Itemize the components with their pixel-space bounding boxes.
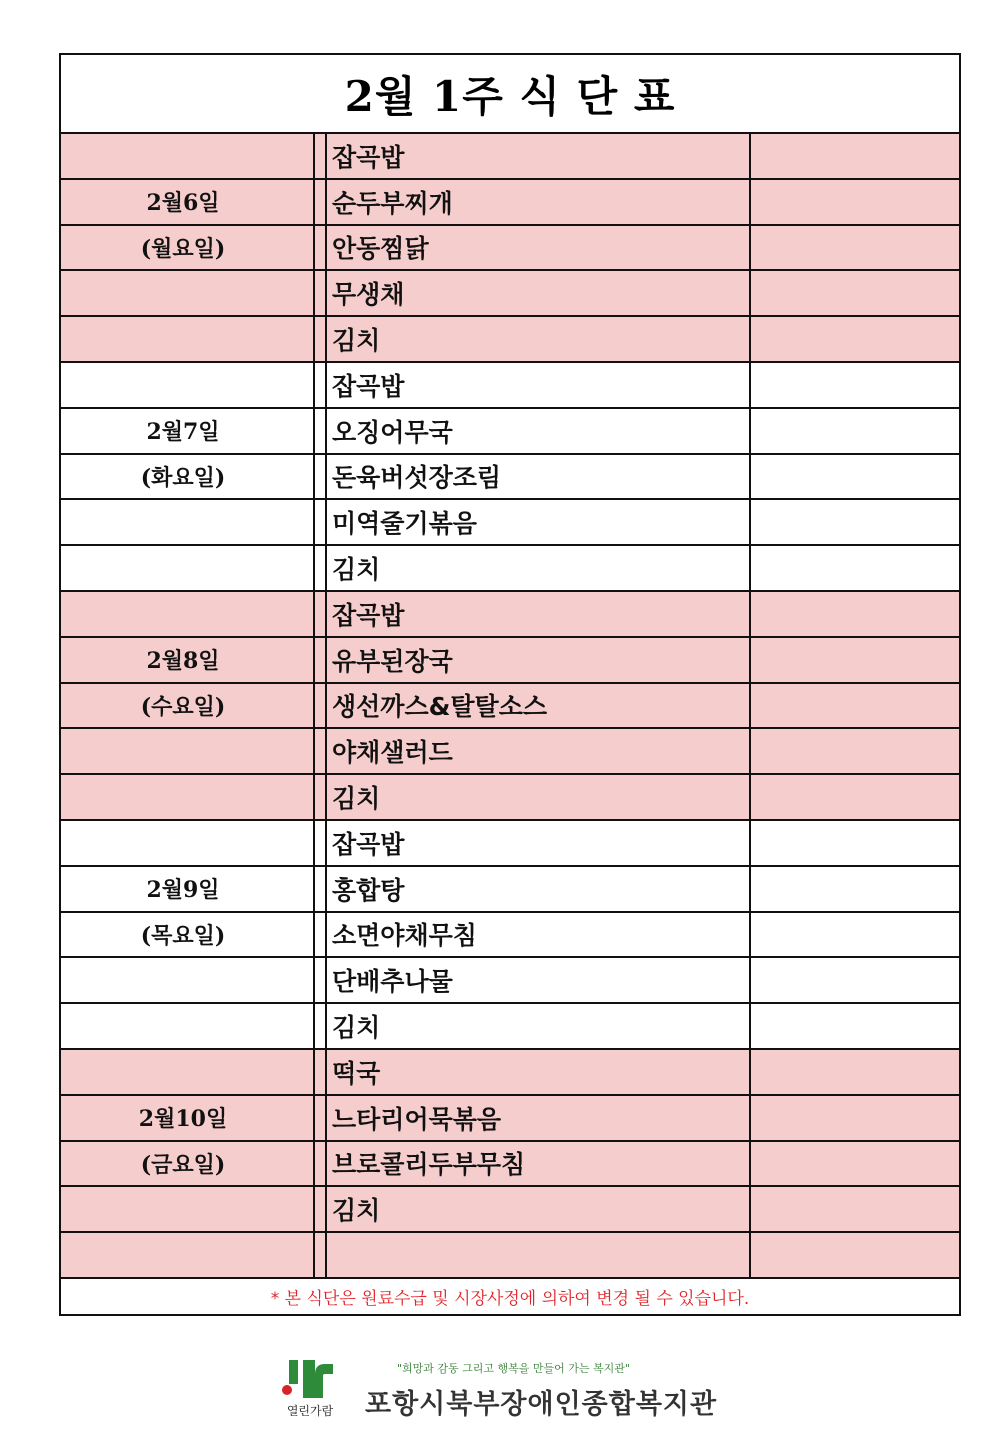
menu-row [61,638,959,684]
title-row [61,55,959,134]
divider-cell [315,1050,327,1094]
day-weekday: (수요일) [61,684,315,728]
divider-cell [315,638,327,682]
menu-row [61,1142,959,1188]
divider-cell [315,363,327,407]
date-cell [61,500,315,544]
menu-item: 잡곡밥 [327,134,751,178]
blank-cell [751,821,959,865]
menu-item: 잡곡밥 [327,363,751,407]
divider-cell [315,867,327,911]
divider-cell [315,684,327,728]
menu-item: 안동찜닭 [327,226,751,270]
blank-cell [751,134,959,178]
menu-row [61,913,959,959]
divider-cell [315,271,327,315]
menu-item: 미역줄기볶음 [327,500,751,544]
menu-item: 생선까스&탈탈소스 [327,684,751,728]
divider-cell [315,1233,327,1277]
menu-item: 홍합탕 [327,867,751,911]
blank-cell [751,317,959,361]
blank-cell [751,455,959,499]
menu-item: 오징어무국 [327,409,751,453]
menu-rows [61,134,959,1279]
organization-name: 포항시북부장애인종합복지관 [365,1389,718,1420]
logo-arch [315,1364,333,1398]
date-cell [61,821,315,865]
menu-row [61,729,959,775]
menu-item: 야채샐러드 [327,729,751,773]
blank-cell [751,226,959,270]
menu-item: 김치 [327,546,751,590]
blank-cell [751,1142,959,1186]
menu-item: 느타리어묵볶음 [327,1096,751,1140]
menu-row [61,958,959,1004]
day-date: 2월9일 [61,867,315,911]
divider-cell [315,958,327,1002]
divider-cell [315,546,327,590]
menu-row [61,317,959,363]
menu-item: 유부된장국 [327,638,751,682]
menu-row [61,134,959,180]
logo-bar-middle [303,1360,315,1398]
logo-dot [282,1385,292,1395]
menu-item: 김치 [327,317,751,361]
blank-cell [751,1187,959,1231]
day-weekday: (화요일) [61,455,315,499]
menu-row [61,546,959,592]
menu-item: 돈육버섯장조림 [327,455,751,499]
logo-caption: 열린가람 [286,1404,334,1418]
date-cell [61,546,315,590]
divider-cell [315,409,327,453]
menu-item: 순두부찌개 [327,180,751,224]
day-weekday: (목요일) [61,913,315,957]
divider-cell [315,1142,327,1186]
divider-cell [315,821,327,865]
blank-cell [751,500,959,544]
date-cell [61,958,315,1002]
blank-cell [751,958,959,1002]
day-weekday: (월요일) [61,226,315,270]
divider-cell [315,775,327,819]
menu-row [61,592,959,638]
day-date: 2월6일 [61,180,315,224]
blank-cell [751,1233,959,1277]
date-cell [61,592,315,636]
date-cell [61,134,315,178]
day-date: 2월8일 [61,638,315,682]
blank-cell [751,867,959,911]
menu-row [61,821,959,867]
divider-cell [315,134,327,178]
menu-row [61,180,959,226]
menu-row [61,1233,959,1279]
divider-cell [315,180,327,224]
menu-row [61,1004,959,1050]
menu-row [61,867,959,913]
day-date: 2월7일 [61,409,315,453]
menu-row [61,409,959,455]
date-cell [61,1004,315,1048]
menu-item: 김치 [327,775,751,819]
blank-cell [751,1004,959,1048]
divider-cell [315,1096,327,1140]
menu-row [61,1096,959,1142]
date-cell [61,1187,315,1231]
divider-cell [315,226,327,270]
divider-cell [315,913,327,957]
blank-cell [751,913,959,957]
divider-cell [315,592,327,636]
divider-cell [315,729,327,773]
blank-cell [751,271,959,315]
date-cell [61,1050,315,1094]
menu-item: 브로콜리두부무침 [327,1142,751,1186]
menu-item: 김치 [327,1004,751,1048]
menu-row [61,363,959,409]
date-cell [61,363,315,407]
blank-cell [751,363,959,407]
menu-note: * 본 식단은 원료수급 및 시장사정에 의하여 변경 될 수 있습니다. [270,1288,750,1309]
menu-item: 떡국 [327,1050,751,1094]
menu-row [61,226,959,272]
day-weekday: (금요일) [61,1142,315,1186]
blank-cell [751,1096,959,1140]
divider-cell [315,1004,327,1048]
menu-row [61,500,959,546]
blank-cell [751,684,959,728]
divider-cell [315,1187,327,1231]
divider-cell [315,317,327,361]
menu-item: 소면야채무침 [327,913,751,957]
blank-cell [751,729,959,773]
date-cell [61,1233,315,1277]
date-cell [61,271,315,315]
blank-cell [751,592,959,636]
menu-item: 잡곡밥 [327,821,751,865]
date-cell [61,775,315,819]
menu-item [327,1233,751,1277]
blank-cell [751,775,959,819]
date-cell [61,317,315,361]
footer [275,1352,735,1427]
logo-bar-left [289,1360,298,1384]
menu-row [61,684,959,730]
menu-table [59,53,961,1316]
menu-item: 김치 [327,1187,751,1231]
page-title: 2월 1주 식 단 표 [344,71,676,121]
menu-row [61,1187,959,1233]
divider-cell [315,500,327,544]
day-date: 2월10일 [61,1096,315,1140]
menu-item: 단배추나물 [327,958,751,1002]
menu-row [61,455,959,501]
blank-cell [751,180,959,224]
blank-cell [751,638,959,682]
date-cell [61,729,315,773]
divider-cell [315,455,327,499]
menu-row [61,775,959,821]
blank-cell [751,1050,959,1094]
menu-item: 무생채 [327,271,751,315]
organization-slogan: "희망과 감동 그리고 행복을 만들어 가는 복지관" [397,1362,630,1375]
menu-row [61,271,959,317]
menu-row [61,1050,959,1096]
blank-cell [751,546,959,590]
blank-cell [751,409,959,453]
menu-item: 잡곡밥 [327,592,751,636]
